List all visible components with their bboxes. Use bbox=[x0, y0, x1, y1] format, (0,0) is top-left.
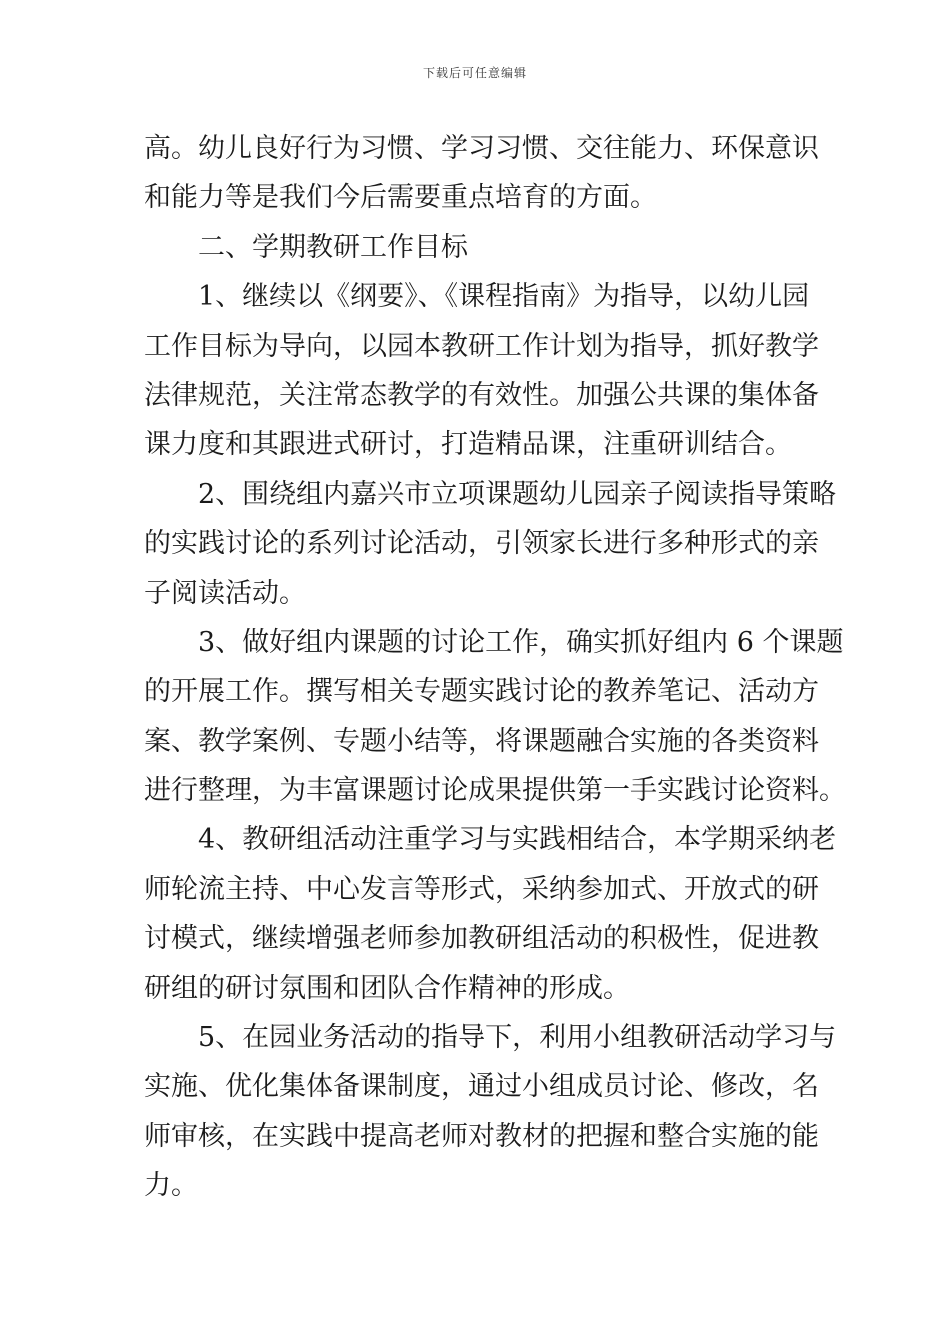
body-line: 1、继续以《纲要》、《课程指南》为指导，以幼儿园 bbox=[198, 281, 810, 313]
body-line: 案、教学案例、专题小结等，将课题融合实施的各类资料 bbox=[144, 725, 819, 757]
body-line: 讨模式，继续增强老师参加教研组活动的积极性，促进教 bbox=[144, 923, 819, 955]
body-line: 高。幼儿良好行为习惯、学习习惯、交往能力、环保意识 bbox=[144, 133, 819, 164]
body-line: 的开展工作。撰写相关专题实践讨论的教养笔记、活动方 bbox=[144, 676, 819, 708]
body-line: 子阅读活动。 bbox=[144, 577, 306, 609]
document-body bbox=[144, 124, 846, 1211]
body-line: 2、围绕组内嘉兴市立项课题幼儿园亲子阅读指导策略 bbox=[198, 478, 837, 510]
body-line: 实施、优化集体备课制度，通过小组成员讨论、修改，名 bbox=[144, 1071, 819, 1103]
body-line: 力。 bbox=[144, 1170, 198, 1202]
body-line: 5、在园业务活动的指导下，利用小组教研活动学习与 bbox=[198, 1022, 837, 1054]
body-line: 的实践讨论的系列讨论活动，引领家长进行多种形式的亲 bbox=[144, 528, 819, 560]
body-line: 和能力等是我们今后需要重点培育的方面。 bbox=[144, 182, 657, 214]
body-line: 研组的研讨氛围和团队合作精神的形成。 bbox=[144, 972, 630, 1004]
section-heading: 二、学期教研工作目标 bbox=[198, 231, 468, 263]
body-line: 工作目标为导向，以园本教研工作计划为指导，抓好教学 bbox=[144, 330, 819, 362]
body-line: 师轮流主持、中心发言等形式，采纳参加式、开放式的研 bbox=[144, 873, 819, 905]
page-header: 下载后可任意编辑 bbox=[422, 66, 527, 80]
body-line: 3、做好组内课题的讨论工作，确实抓好组内 6 个课题 bbox=[198, 626, 844, 658]
body-line: 师审核，在实践中提高老师对教材的把握和整合实施的能 bbox=[144, 1120, 819, 1152]
body-line: 进行整理，为丰富课题讨论成果提供第一手实践讨论资料。 bbox=[144, 775, 846, 807]
body-line: 法律规范，关注常态教学的有效性。加强公共课的集体备 bbox=[144, 379, 819, 411]
body-line: 4、教研组活动注重学习与实践相结合，本学期采纳老 bbox=[198, 824, 837, 856]
body-line: 课力度和其跟进式研讨，打造精品课，注重研训结合。 bbox=[144, 429, 792, 461]
